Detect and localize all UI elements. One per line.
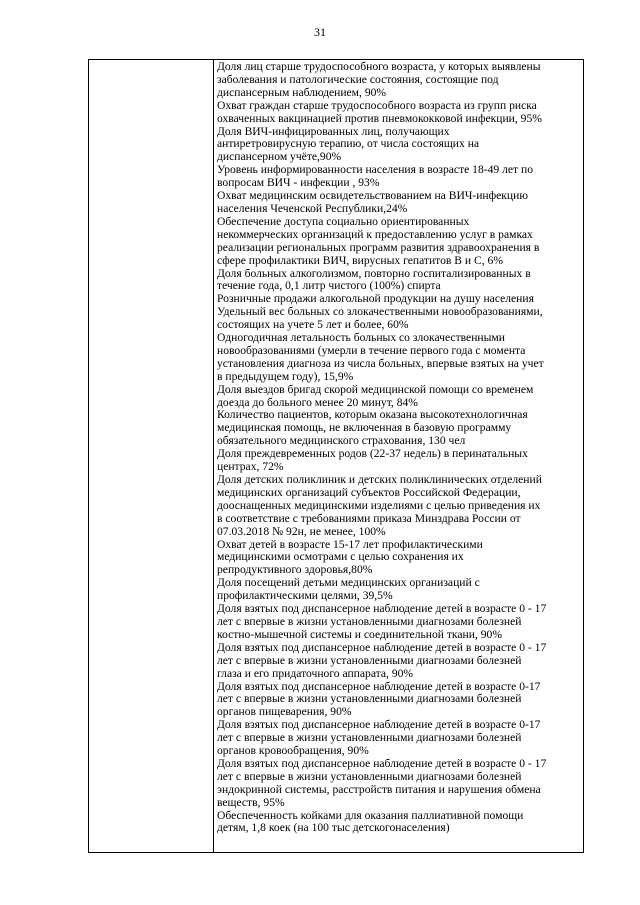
indicator-line: репродуктивного здоровья,80% <box>217 563 373 577</box>
indicator-item <box>217 190 580 216</box>
indicator-line: охваченных вакцинацией против пневмококковой инфекции, 95% <box>217 111 542 125</box>
indicator-line: медицинскими осмотрами с целью сохранения их <box>217 550 464 564</box>
indicator-item <box>217 332 580 384</box>
indicator-line: органов кровообращения, 90% <box>217 744 369 758</box>
indicator-line: Доля взятых под диспансерное наблюдение детей в возрасте 0 - 17 <box>217 640 547 654</box>
indicator-line: лет с впервые в жизни установленными диагнозами болезней <box>217 731 522 745</box>
indicator-line: Доля больных алкоголизмом, повторно госпитализированных в <box>217 266 531 280</box>
indicator-item <box>217 126 580 165</box>
indicator-line: в предыдущем году), 15,9% <box>217 369 354 383</box>
indicator-line: костно-мышечной системы и соединительной ткани, 90% <box>217 627 502 641</box>
indicator-line: Охват медицинским освидетельствованием на ВИЧ-инфекцию <box>217 189 528 203</box>
indicator-line: сфере профилактики ВИЧ, вирусных гепатитов В и С, 6% <box>217 253 503 267</box>
indicator-line: Доля ВИЧ-инфицированных лиц, получающих <box>217 124 450 138</box>
indicator-line: течение года, 0,1 литр чистого (100%) спирта <box>217 279 441 293</box>
indicator-item <box>217 384 580 410</box>
indicator-line: Уровень информированности населения в возрасте 18-49 лет по <box>217 163 534 177</box>
indicator-line: лет с впервые в жизни установленными диагнозами болезней <box>217 769 522 783</box>
indicator-line: лет с впервые в жизни установленными диагнозами болезней <box>217 692 522 706</box>
indicator-line: населения Чеченской Республики,24% <box>217 201 408 215</box>
indicator-item <box>217 216 580 268</box>
indicator-item <box>217 61 580 100</box>
indicator-item <box>217 164 580 190</box>
indicator-line: Доля лиц старше трудоспособного возраста, у которых выявлены <box>217 60 541 73</box>
indicator-line: некоммерческих организаций к предоставлению услуг в рамках <box>217 227 533 241</box>
indicator-line: детям, 1,8 коек (на 100 тыс детскогонаселения) <box>217 821 450 835</box>
indicator-line: Доля выездов бригад скорой медицинской помощи со временем <box>217 382 534 396</box>
indicator-line: новообразованиями (умерли в течение первого года с момента <box>217 343 526 357</box>
indicator-line: Охват детей в возрасте 15-17 лет профилактическими <box>217 537 483 551</box>
indicator-item <box>217 642 580 681</box>
indicator-line: в соответствие с требованиями приказа Минздрава России от <box>217 511 521 525</box>
indicator-line: центрах, 72% <box>217 460 284 474</box>
indicator-item <box>217 758 580 810</box>
indicator-line: обязательного медицинского страхования, 130 чел <box>217 434 466 448</box>
indicator-line: вопросам ВИЧ - инфекции , 93% <box>217 176 380 190</box>
indicator-item <box>217 603 580 642</box>
indicator-line: Обеспечение доступа социально ориентированных <box>217 214 470 228</box>
indicator-line: Доля взятых под диспансерное наблюдение детей в возрасте 0 - 17 <box>217 756 547 770</box>
indicator-line: медицинская помощь, не включенная в базовую программу <box>217 421 512 435</box>
indicator-item <box>217 268 580 294</box>
indicator-line: Доля взятых под диспансерное наблюдение детей в возрасте 0-17 <box>217 679 541 693</box>
indicator-line: Доля посещений детьми медицинских организаций с <box>217 576 480 590</box>
indicator-item <box>217 681 580 720</box>
indicator-line: лет с впервые в жизни установленными диагнозами болезней <box>217 614 522 628</box>
indicator-line: Доля взятых под диспансерное наблюдение детей в возрасте 0 - 17 <box>217 602 547 616</box>
indicator-line: состоящих на учете 5 лет и более, 60% <box>217 318 409 332</box>
indicator-line: органов пищеварения, 90% <box>217 705 352 719</box>
indicator-line: эндокринной системы, расстройств питания и нарушения обмена <box>217 782 541 796</box>
indicator-line: Розничные продажи алкогольной продукции на душу населения <box>217 292 534 306</box>
indicator-line: Доля преждевременных родов (22-37 недель) в перинатальных <box>217 447 528 461</box>
indicator-line: диспансерном учёте,90% <box>217 150 342 164</box>
indicator-line: веществ, 95% <box>217 795 285 809</box>
indicator-line: Одногодичная летальность больных со злокачественными <box>217 331 505 345</box>
indicator-item <box>217 409 580 448</box>
indicator-item <box>217 577 580 603</box>
indicator-item <box>217 448 580 474</box>
indicator-line: Количество пациентов, которым оказана высокотехнологичная <box>217 408 528 422</box>
indicator-item <box>217 719 580 758</box>
indicator-line: Доля взятых под диспансерное наблюдение детей в возрасте 0-17 <box>217 718 541 732</box>
indicator-line: диспансерным наблюдением, 90% <box>217 85 387 99</box>
indicator-line: заболевания и патологические состояния, состоящие под <box>217 72 499 86</box>
indicator-line: Охват граждан старше трудоспособного возраста из групп риска <box>217 98 537 112</box>
indicator-line: Удельный вес больных со злокачественными новообразованиями, <box>217 305 543 319</box>
indicators-table <box>88 59 584 853</box>
indicator-line: лет с впервые в жизни установленными диагнозами болезней <box>217 653 522 667</box>
indicator-line: Обеспеченность койками для оказания паллиативной помощи <box>217 808 524 822</box>
indicator-item <box>217 539 580 578</box>
indicator-line: установления диагноза из числа больных, впервые взятых на учет <box>217 356 544 370</box>
indicator-line: антиретровирусную терапию, от числа состоящих на <box>217 137 480 151</box>
indicator-line: 07.03.2018 № 92н, не менее, 100% <box>217 524 386 538</box>
indicator-line: медицинских организаций субъектов Российской Федерации, <box>217 485 521 499</box>
page-number: 31 <box>314 25 326 39</box>
table-left-column <box>89 60 214 852</box>
indicator-line: дооснащенных медицинскими изделиями с целью приведения их <box>217 498 541 512</box>
indicator-line: доезда до больного менее 20 минут, 84% <box>217 395 418 409</box>
indicator-item <box>217 474 580 539</box>
indicator-item <box>217 100 580 126</box>
indicator-line: реализации региональных программ развития здравоохранения в <box>217 240 540 254</box>
indicator-line: профилактическими целями, 39,5% <box>217 589 393 603</box>
indicator-item <box>217 810 580 836</box>
indicators-cell <box>214 60 583 852</box>
indicator-line: глаза и его придаточного аппарата, 90% <box>217 666 414 680</box>
indicator-line: Доля детских поликлиник и детских поликлинических отделений <box>217 473 542 486</box>
indicator-item <box>217 306 580 332</box>
